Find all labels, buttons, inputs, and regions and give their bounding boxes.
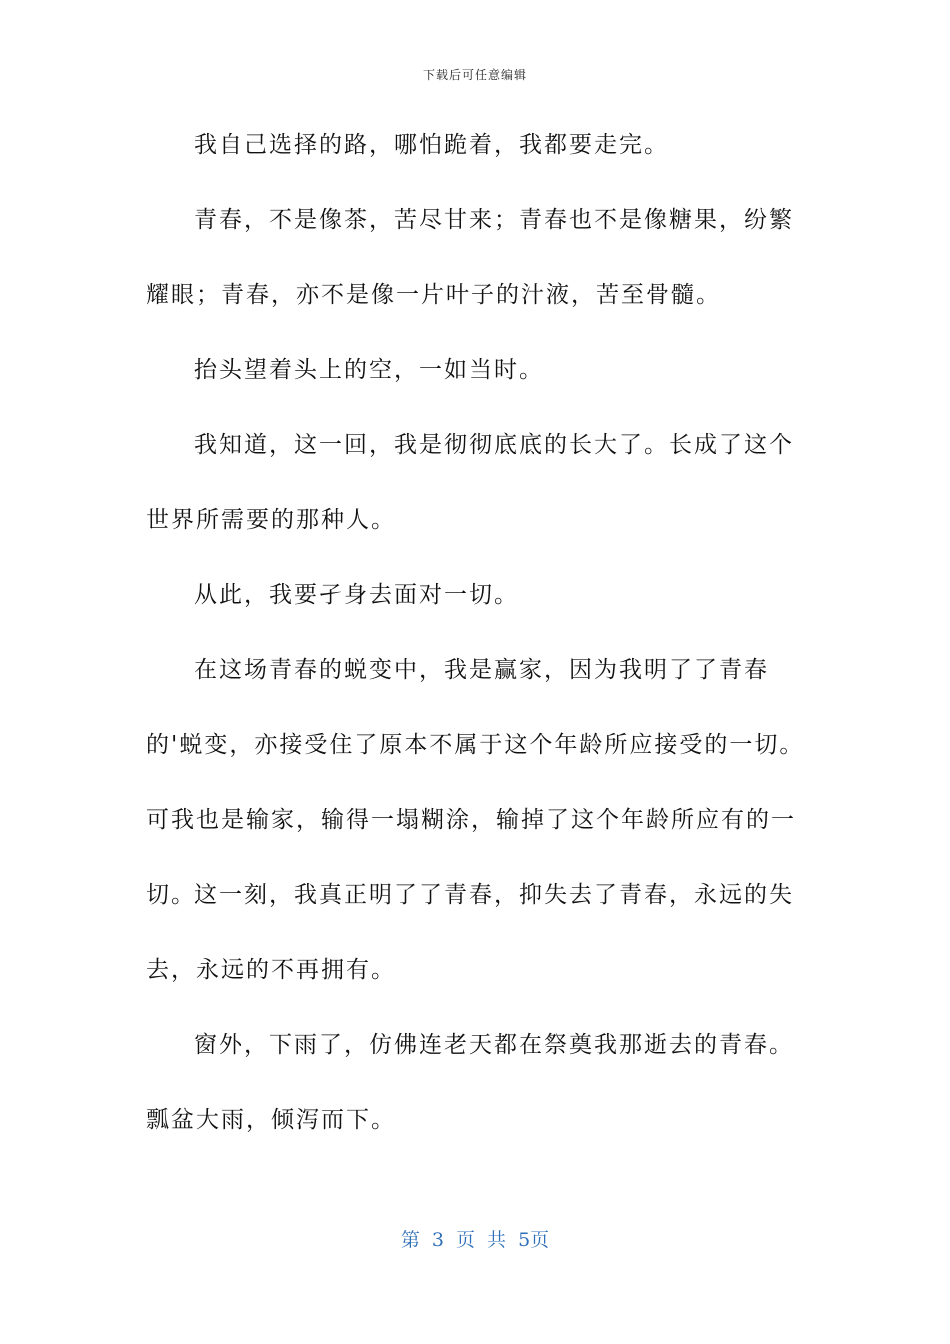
header-note: 下载后可任意编辑 [422,68,527,82]
paragraph: 我自己选择的路，哪怕跪着，我都要走完。 [194,132,669,158]
paragraph: 在这场青春的蜕变中，我是赢家，因为我明了了青春的'蜕变，亦接受住了原本不属于这个年龄所应接受的一切。可我也是输家，输得一塌糊涂，输掉了这个年龄所应有的一切。 [146,657,805,908]
paragraph: 从此，我要孑身去面对一切。 [194,582,519,608]
paragraph: 这一刻，我真正明了了青春，抑失去了青春，永远的失去，永远的不再拥有。 [146,882,794,983]
paragraph: 抬头望着头上的空，一如当时。 [194,357,544,383]
paragraph: 青春，不是像茶，苦尽甘来；青春也不是像糖果，纷繁耀眼；青春，亦不是像一片叶子的汁液，苦至骨髓。 [146,207,794,308]
paragraph: 我知道，这一回，我是彻彻底底的长大了。长成了这个世界所需要的那种人。 [146,432,794,533]
paragraph: 窗外，下雨了，仿佛连老天都在祭奠我那逝去的青春。瓢盆大雨，倾泻而下。 [146,1032,794,1133]
page-indicator: 第 3 页 共 5页 [400,1229,550,1251]
